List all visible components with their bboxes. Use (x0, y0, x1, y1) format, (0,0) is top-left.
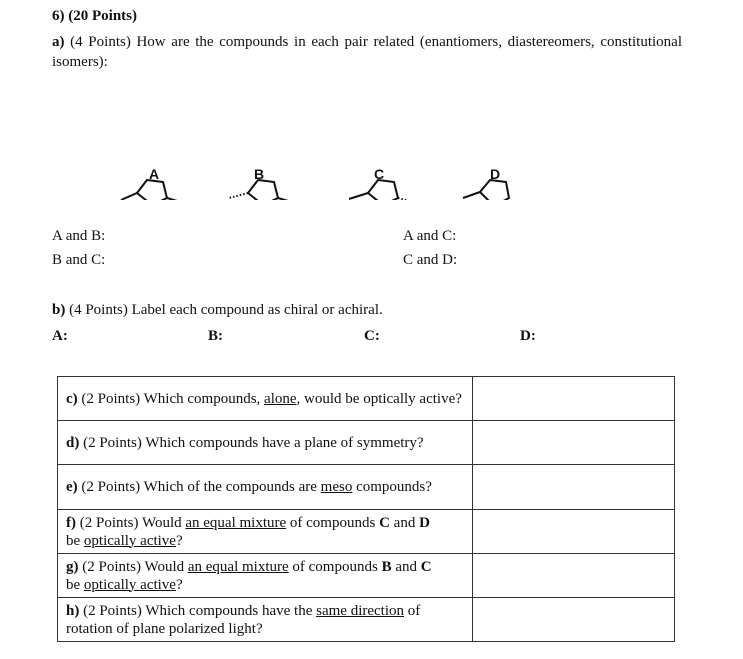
compound-label-a: A (149, 166, 160, 182)
table-row (58, 465, 675, 510)
answer-cell-e[interactable] (473, 465, 675, 510)
answer-cell-h[interactable] (473, 598, 675, 642)
compound-d-structure (463, 180, 509, 200)
compound-label-d: D (490, 166, 501, 182)
pair-c-d: C and D: (403, 252, 458, 268)
compound-c-structure (349, 180, 416, 200)
table-row (58, 377, 675, 421)
answer-cell-g[interactable] (473, 554, 675, 598)
part-b-letter: b) (52, 302, 66, 318)
answer-cell-f[interactable] (473, 510, 675, 554)
chiral-label-a: A: (52, 328, 68, 344)
compound-b-structure (229, 180, 295, 200)
question-f: f) (2 Points) Would an equal mixture of compounds C and D be optically active? (58, 510, 473, 554)
question-d: d) (2 Points) Which compounds have a plane of symmetry? (58, 421, 473, 465)
question-c: c) (2 Points) Which compounds, alone, would be optically active? (58, 377, 473, 421)
structures-figure (0, 90, 743, 200)
compound-label-b: B (254, 166, 265, 182)
question-points: (20 Points) (68, 8, 137, 24)
question-e: e) (2 Points) Which of the compounds are meso compounds? (58, 465, 473, 510)
question-header (52, 8, 137, 25)
part-a-prompt (52, 32, 682, 72)
table-row (58, 598, 675, 642)
question-number: 6) (52, 8, 65, 24)
chiral-label-d: D: (520, 328, 536, 344)
compound-label-c: C (374, 166, 385, 182)
question-h: h) (2 Points) Which compounds have the same direction of rotation of plane polarized light? (58, 598, 473, 642)
questions-table (57, 376, 675, 642)
part-a-letter: a) (52, 34, 65, 50)
answer-cell-c[interactable] (473, 377, 675, 421)
compound-a-structure (121, 180, 184, 200)
part-b-prompt (52, 302, 383, 319)
pair-a-c: A and C: (403, 228, 457, 244)
table-row (58, 421, 675, 465)
chiral-label-b: B: (208, 328, 223, 344)
table-row (58, 510, 675, 554)
answer-cell-d[interactable] (473, 421, 675, 465)
pair-b-c: B and C: (52, 252, 106, 268)
pair-a-b: A and B: (52, 228, 106, 244)
question-g: g) (2 Points) Would an equal mixture of compounds B and C be optically active? (58, 554, 473, 598)
part-a-text: (4 Points) How are the compounds in each pair related (enantiomers, diastereomers, constitutional isomers): (52, 34, 682, 70)
chiral-label-c: C: (364, 328, 380, 344)
table-row (58, 554, 675, 598)
part-b-text: (4 Points) Label each compound as chiral or achiral. (69, 302, 383, 318)
